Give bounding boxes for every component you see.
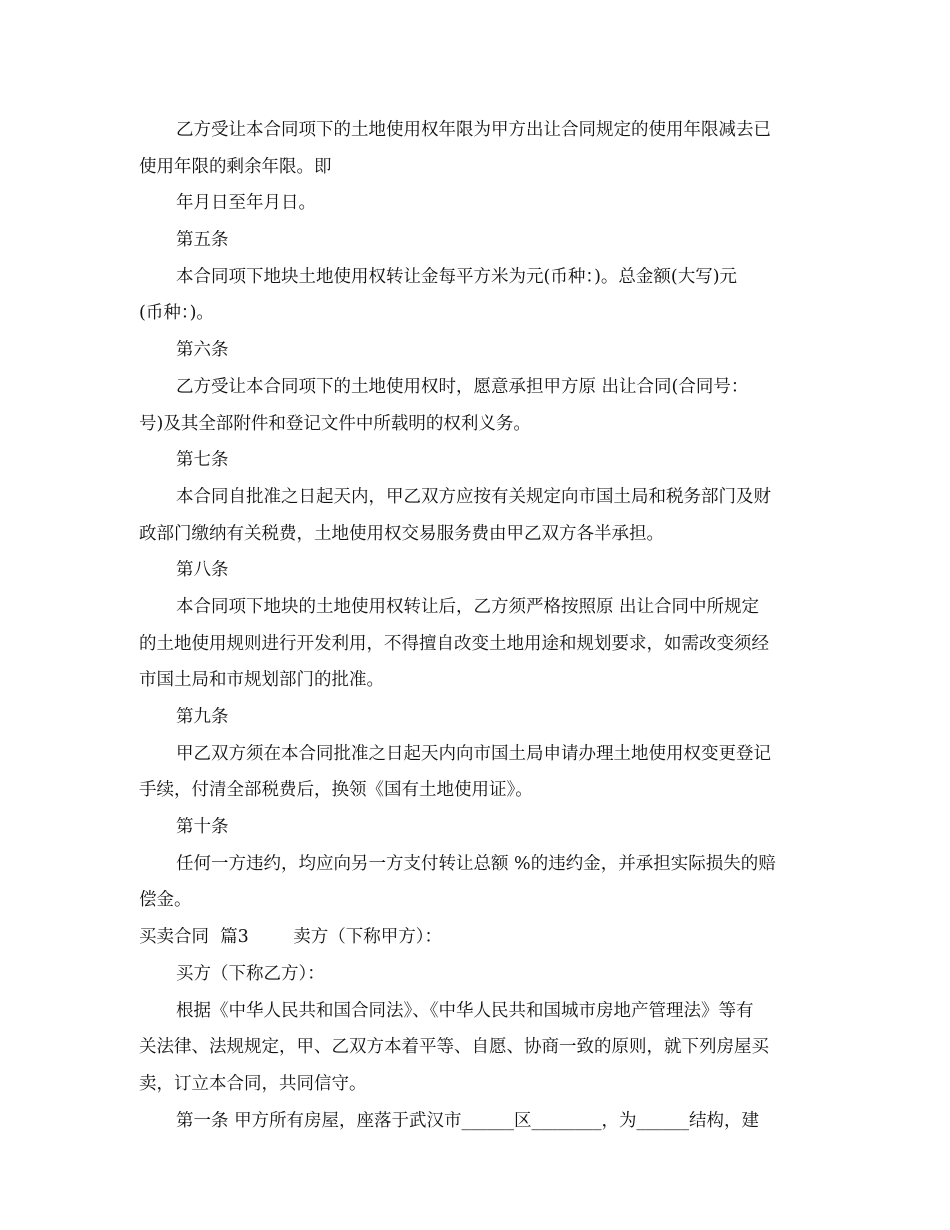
paragraph-line: 本合同项下地块的土地使用权转让后，乙方须严格按照原 出让合同中所规定 bbox=[176, 596, 760, 617]
section-heading: 买卖合同 篇3 卖方（下称甲方）： bbox=[139, 927, 443, 948]
paragraph-line: 号)及其全部附件和登记文件中所载明的权利义务。 bbox=[139, 413, 531, 434]
paragraph-line: 本合同项下地块土地使用权转让金每平方米为元(币种：)。总金额(大写)元 bbox=[176, 266, 738, 287]
document-body bbox=[139, 112, 814, 1139]
paragraph-line: 买方（下称乙方）： bbox=[176, 963, 325, 984]
paragraph-line: 关法律、法规规定，甲、乙双方本着平等、自愿、协商一致的原则，就下列房屋买 bbox=[139, 1037, 769, 1058]
paragraph-line: 使用年限的剩余年限。即 bbox=[139, 156, 332, 177]
paragraph-line: 政部门缴纳有关税费，土地使用权交易服务费由甲乙双方各半承担。 bbox=[139, 523, 664, 544]
article-heading: 第八条 bbox=[176, 560, 229, 581]
paragraph-line: 偿金。 bbox=[139, 890, 192, 911]
paragraph-line: 任何一方违约，均应向另一方支付转让总额 %的违约金，并承担实际损失的赔 bbox=[176, 853, 776, 874]
paragraph-line: 卖，订立本合同，共同信守。 bbox=[139, 1073, 367, 1094]
paragraph-line: 市国土局和市规划部门的批准。 bbox=[139, 670, 384, 691]
paragraph-line: 本合同自批准之日起天内，甲乙双方应按有关规定向市国土局和税务部门及财 bbox=[176, 486, 771, 507]
paragraph-line: 第一条 甲方所有房屋，座落于武汉市______区________，为______结构，建 bbox=[176, 1110, 760, 1131]
paragraph-line: 手续，付清全部税费后，换领《国有土地使用证》。 bbox=[139, 780, 533, 801]
paragraph-line: (币种：)。 bbox=[139, 303, 214, 324]
paragraph-line: 乙方受让本合同项下的土地使用权年限为甲方出让合同规定的使用年限减去已 bbox=[176, 120, 771, 140]
article-heading: 第九条 bbox=[176, 707, 229, 727]
paragraph-line: 甲乙双方须在本合同批准之日起天内向市国土局申请办理土地使用权变更登记 bbox=[176, 743, 771, 764]
paragraph-line: 的土地使用规则进行开发利用，不得擅自改变土地用途和规划要求，如需改变须经 bbox=[139, 633, 769, 654]
article-heading: 第六条 bbox=[176, 340, 229, 361]
paragraph-line: 年月日至年月日。 bbox=[176, 193, 316, 214]
article-heading: 第五条 bbox=[176, 230, 229, 251]
article-heading: 第十条 bbox=[176, 817, 229, 838]
paragraph-line: 乙方受让本合同项下的土地使用权时，愿意承担甲方原 出让合同(合同号： bbox=[176, 376, 749, 397]
article-heading: 第七条 bbox=[176, 450, 229, 471]
paragraph-line: 根据《中华人民共和国合同法》、《中华人民共和国城市房地产管理法》等有 bbox=[176, 1000, 754, 1021]
